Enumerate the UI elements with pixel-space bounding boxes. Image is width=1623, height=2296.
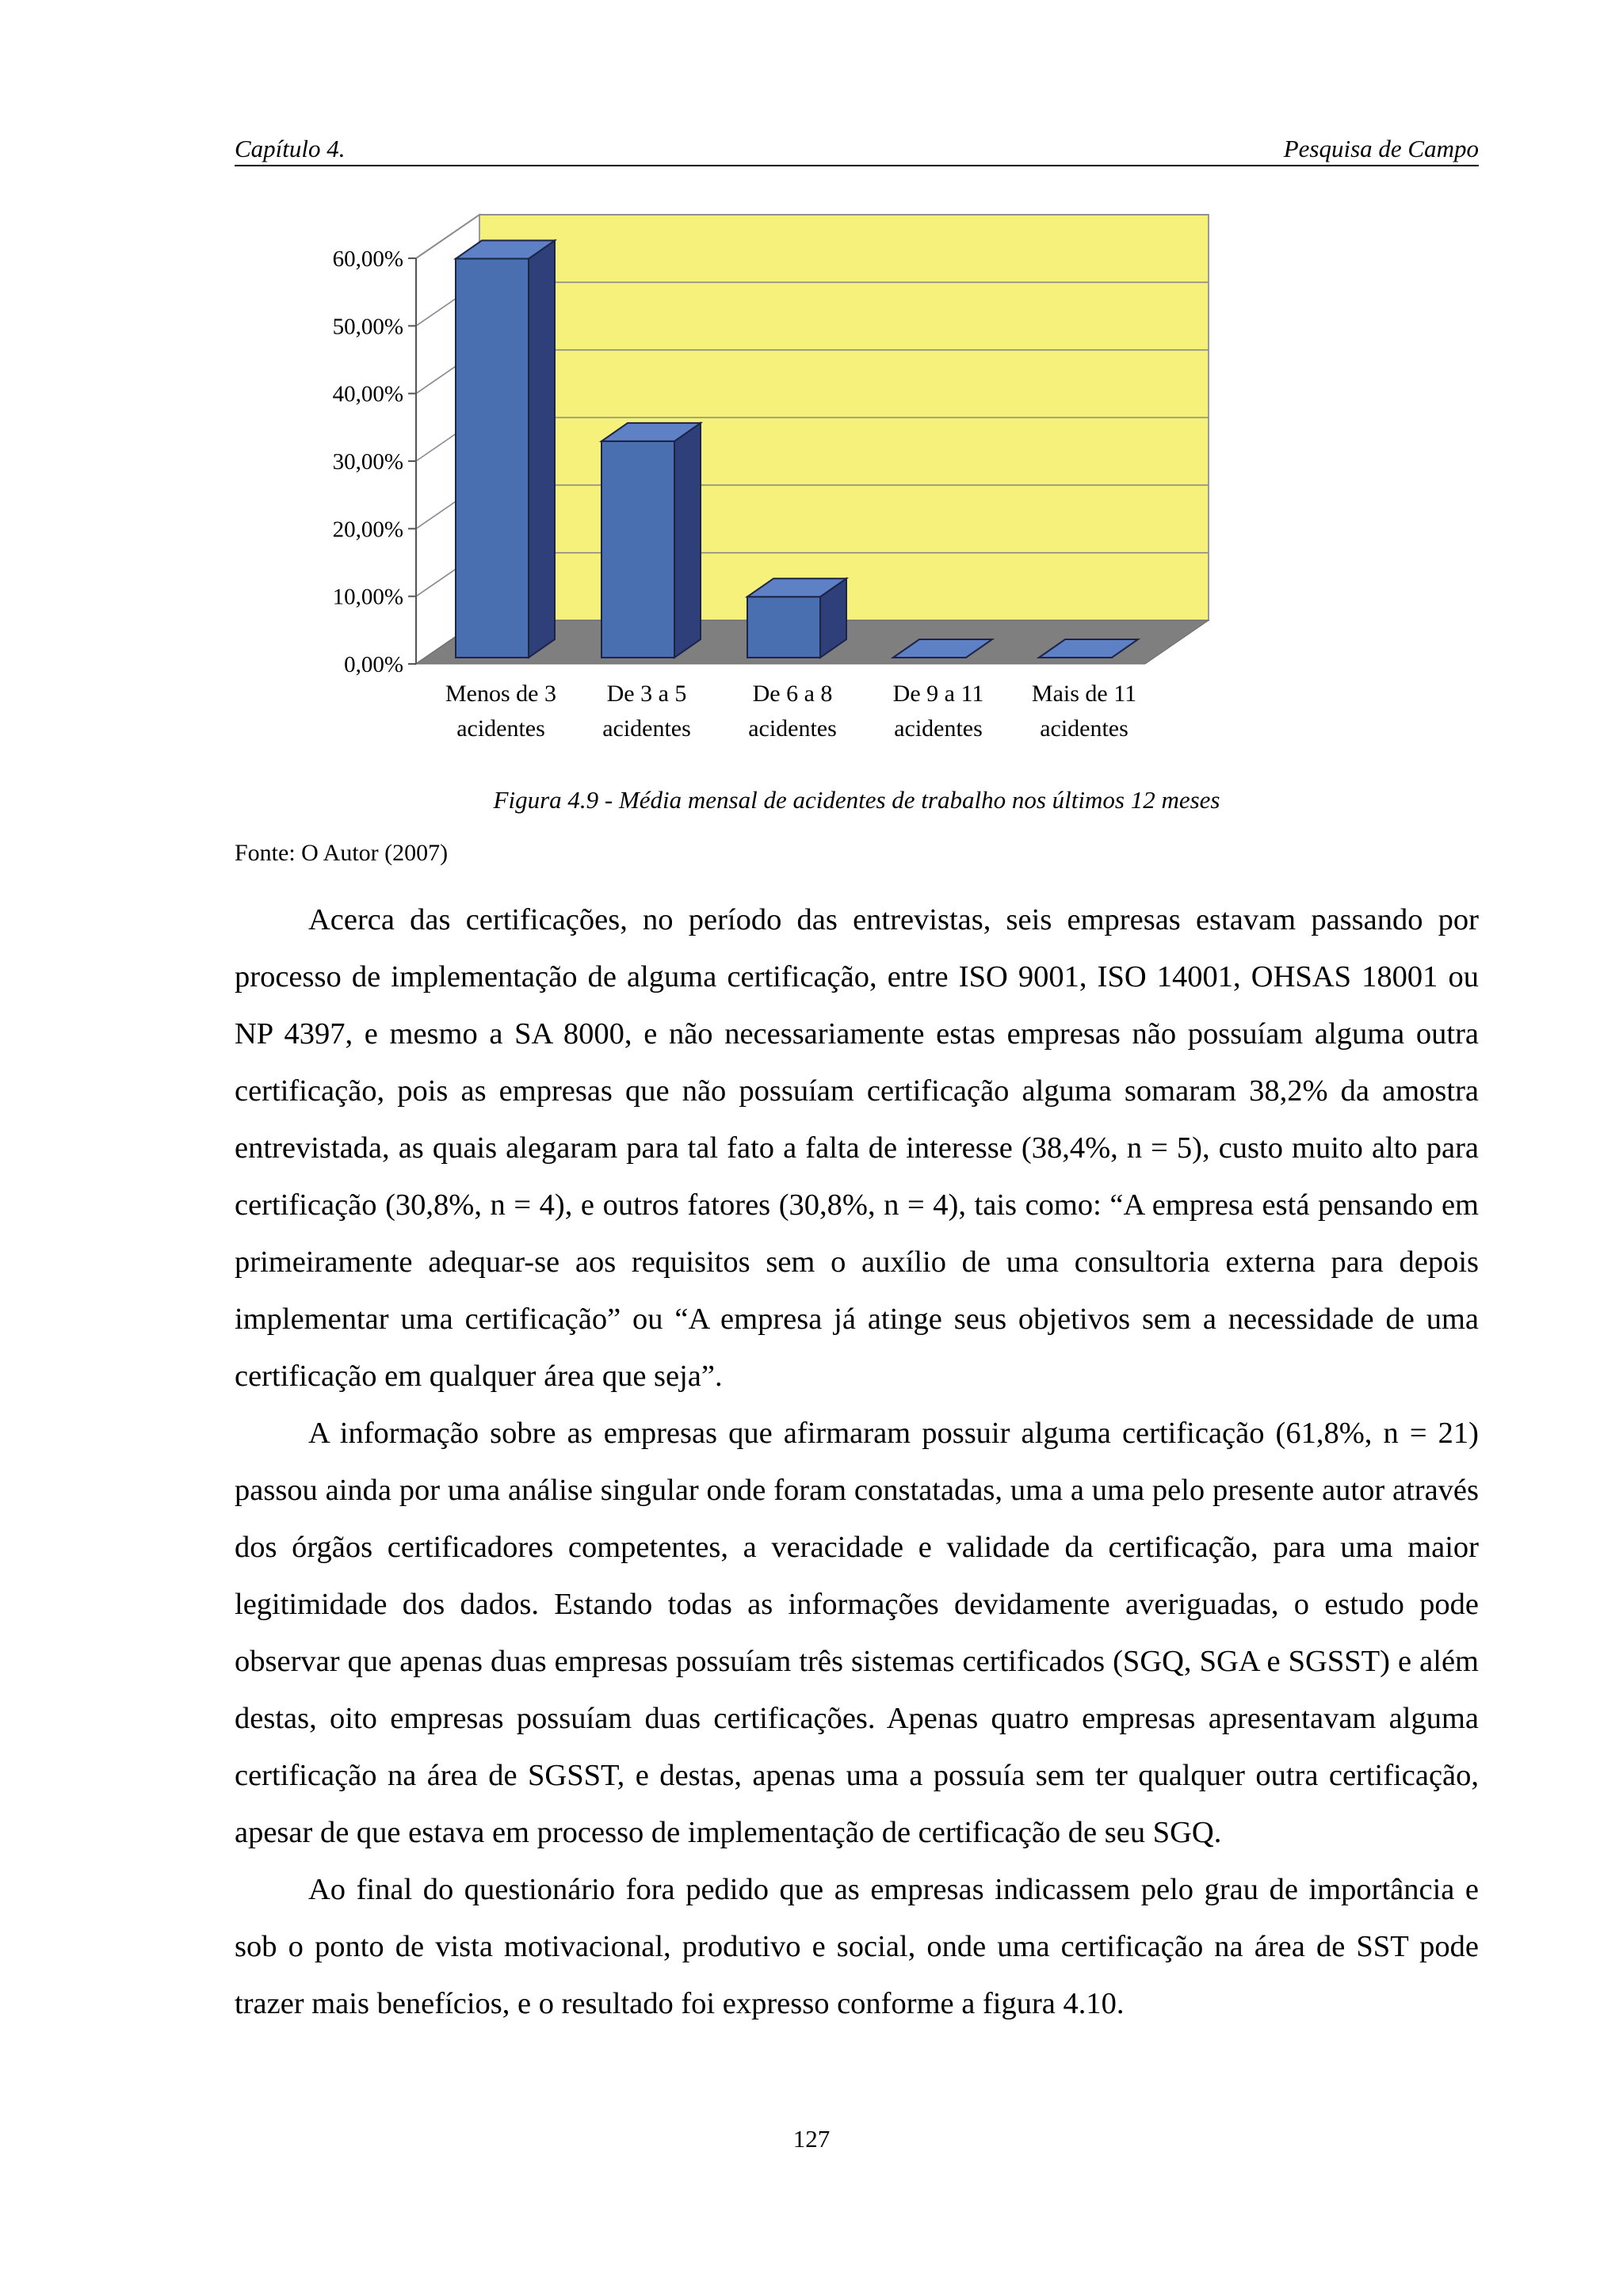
x-tick-label: acidentes bbox=[456, 715, 545, 742]
figure-source: Fonte: O Autor (2007) bbox=[235, 840, 449, 866]
y-tick-label: 30,00% bbox=[332, 449, 403, 475]
x-tick-label: De 6 a 8 bbox=[752, 681, 833, 707]
x-tick-label: De 9 a 11 bbox=[892, 681, 984, 707]
bar bbox=[601, 441, 674, 658]
y-tick-label: 20,00% bbox=[332, 517, 403, 543]
y-tick-label: 0,00% bbox=[344, 652, 403, 677]
bar-side bbox=[529, 241, 555, 658]
x-tick-label: De 3 a 5 bbox=[606, 681, 687, 707]
x-tick-label: acidentes bbox=[894, 715, 983, 742]
bar-side bbox=[674, 423, 701, 658]
page-number: 127 bbox=[792, 2125, 831, 2153]
running-header bbox=[235, 133, 1479, 166]
x-tick-label: acidentes bbox=[602, 715, 691, 742]
x-tick-label: Mais de 11 bbox=[1031, 681, 1137, 707]
y-tick-label: 60,00% bbox=[332, 246, 403, 272]
paragraph: Ao final do questionário fora pedido que as empresas indicassem pelo grau de importância e sob o ponto de vista motivacional, produtivo e social, onde uma certificação na área de SST pode trazer mais benefícios, e o resultado foi expresso conforme a figura 4.10. bbox=[235, 1873, 1479, 2020]
bar bbox=[747, 597, 820, 658]
bar bbox=[456, 259, 529, 658]
chapter-label: Capítulo 4. bbox=[235, 135, 346, 162]
bar-chart bbox=[309, 198, 1411, 757]
body-text bbox=[235, 891, 1479, 2032]
figure-caption: Figura 4.9 - Média mensal de acidentes de trabalho nos últimos 12 meses bbox=[493, 786, 1220, 814]
paragraph: Acerca das certificações, no período das entrevistas, seis empresas estavam passando por processo de implementação de alguma certificação, entre ISO 9001, ISO 14001, OHSAS 18001 ou NP 4397, e mesmo a SA 8000, e não necessariamente estas empresas não possuíam alguma outra certificação, pois as empresas que não possuíam certificação alguma somaram 38,2% da amostra entrevistada, as quais alegaram para tal fato a falta de interesse (38,4%, n = 5), custo muito alto para certificação (30,8%, n = 4), e outros fatores (30,8%, n = 4), tais como: “A empresa está pensando em primeiramente adequar-se aos requisitos sem o auxílio de uma consultoria externa para depois implementar uma certificação” ou “A empresa já atinge seus objetivos sem a necessidade de uma certificação em qualquer área que seja”. bbox=[235, 903, 1479, 1393]
y-tick-label: 40,00% bbox=[332, 381, 403, 407]
y-tick-label: 10,00% bbox=[332, 584, 403, 610]
y-tick-label: 50,00% bbox=[332, 314, 403, 340]
x-tick-label: Menos de 3 bbox=[445, 681, 556, 707]
section-label: Pesquisa de Campo bbox=[1283, 135, 1479, 162]
x-tick-label: acidentes bbox=[748, 715, 837, 742]
x-tick-label: acidentes bbox=[1040, 715, 1128, 742]
paragraph: A informação sobre as empresas que afirmaram possuir alguma certificação (61,8%, n = 21) passou ainda por uma análise singular onde foram constatadas, uma a uma pelo presente autor através dos órgãos certificadores competentes, a veracidade e validade da certificação, para uma maior legitimidade dos dados. Estando todas as informações devidamente averiguadas, o estudo pode observar que apenas duas empresas possuíam três sistemas certificados (SGQ, SGA e SGSST) e além destas, oito empresas possuíam duas certificações. Apenas quatro empresas apresentavam alguma certificação na área de SGSST, e destas, apenas uma a possuía sem ter qualquer outra certificação, apesar de que estava em processo de implementação de certificação de seu SGQ. bbox=[235, 1417, 1479, 1849]
